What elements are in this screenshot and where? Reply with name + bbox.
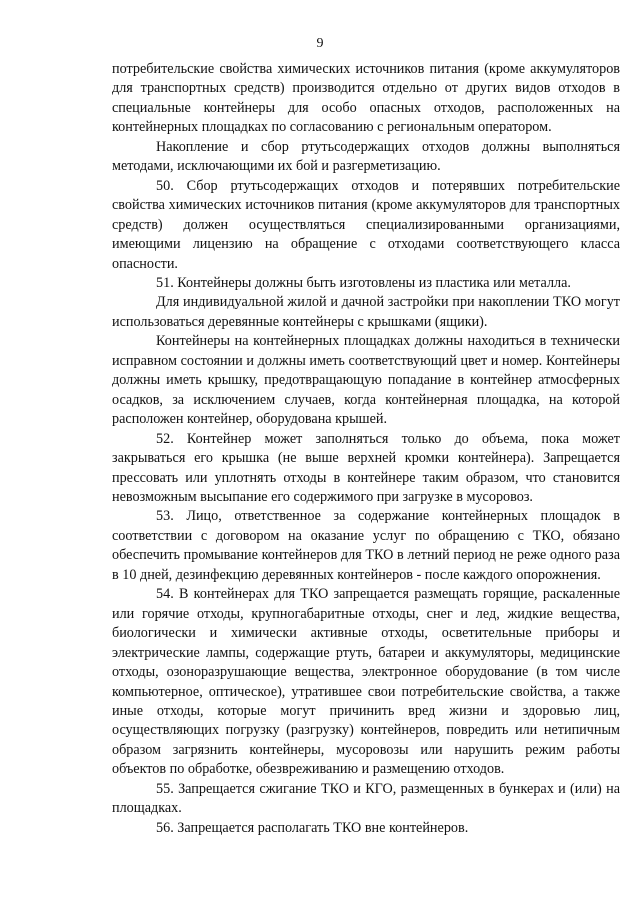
paragraph-50: 50. Сбор ртутьсодержащих отходов и потерявших потребительские свойства химических источников питания (кроме аккумуляторов для транспортных средств) должен осуществляться специализированными организациями, имеющими лицензию на обращение с отходами соответствующего класса опасности. [112,177,620,272]
paragraph-51-container-condition: Контейнеры на контейнерных площадках должны находиться в технически исправном состоянии и должны иметь соответствующий цвет и номер. Контейнеры должны иметь крышку, предотвращающую попадание в контейнер атмосферных осадков, за исключением случаев, когда контейнерная площадка, на которой расположен контейнер, оборудована крышей. [112,333,620,428]
paragraph-54: 54. В контейнерах для ТКО запрещается размещать горящие, раскаленные или горячие отходы, крупногабаритные отходы, снег и лед, жидкие вещества, биологически и химически активные отходы, осветительные приборы и электрические лампы, содержащие ртуть, батареи и аккумуляторы, медицинские отходы, озоноразрушающие вещества, электронное оборудование (в том числе компьютерное, оптическое), утратившее свои потребительские свойства, а также иные отходы, которые могут причинить вред жизни и здоровью лиц, осуществляющих погрузку (разгрузку) контейнеров, повредить или нетипичным образом загрязнить контейнеры, мусоровозы или нарушить режим работы объектов по обработке, обезвреживанию и размещению отходов. [112,586,620,778]
paragraph-51: 51. Контейнеры должны быть изготовлены из пластика или металла. [156,274,571,291]
paragraph-56: 56. Запрещается располагать ТКО вне контейнеров. [156,819,469,836]
paragraph-55: 55. Запрещается сжигание ТКО и КГО, размещенных в бункерах и (или) на площадках. [112,780,620,817]
paragraph-continued: потребительские свойства химических источников питания (кроме аккумуляторов для транспортных средств) производится отдельно от других видов отходов в специальные контейнеры для особо опасных отходов, расположенных на контейнерных площадках по согласованию с региональным оператором. [112,61,620,136]
paragraph-51-wooden-containers: Для индивидуальной жилой и дачной застройки при накоплении ТКО могут использоваться деревянные контейнеры с крышками (ящики). [112,294,620,330]
paragraph-53: 53. Лицо, ответственное за содержание контейнерных площадок в соответствии с договором на оказание услуг по обращению с ТКО, обязано обеспечить промывание контейнеров для ТКО в летний период не реже одного раза в 10 дней, дезинфекцию деревянных контейнеров - после каждого опорожнения. [112,508,620,583]
page-number: 9 [316,36,324,51]
document-body [112,60,620,838]
paragraph-mercury-accumulation: Накопление и сбор ртутьсодержащих отходов должны выполняться методами, исключающими их бой и разгерметизацию. [112,138,620,175]
paragraph-52: 52. Контейнер может заполняться только до объема, пока может закрываться его крышка (не выше верхней кромки контейнера). Запрещается прессовать или уплотнять отходы в контейнере таким образом, что становится невозможным высыпание его содержимого при загрузке в мусоровоз. [112,430,620,505]
